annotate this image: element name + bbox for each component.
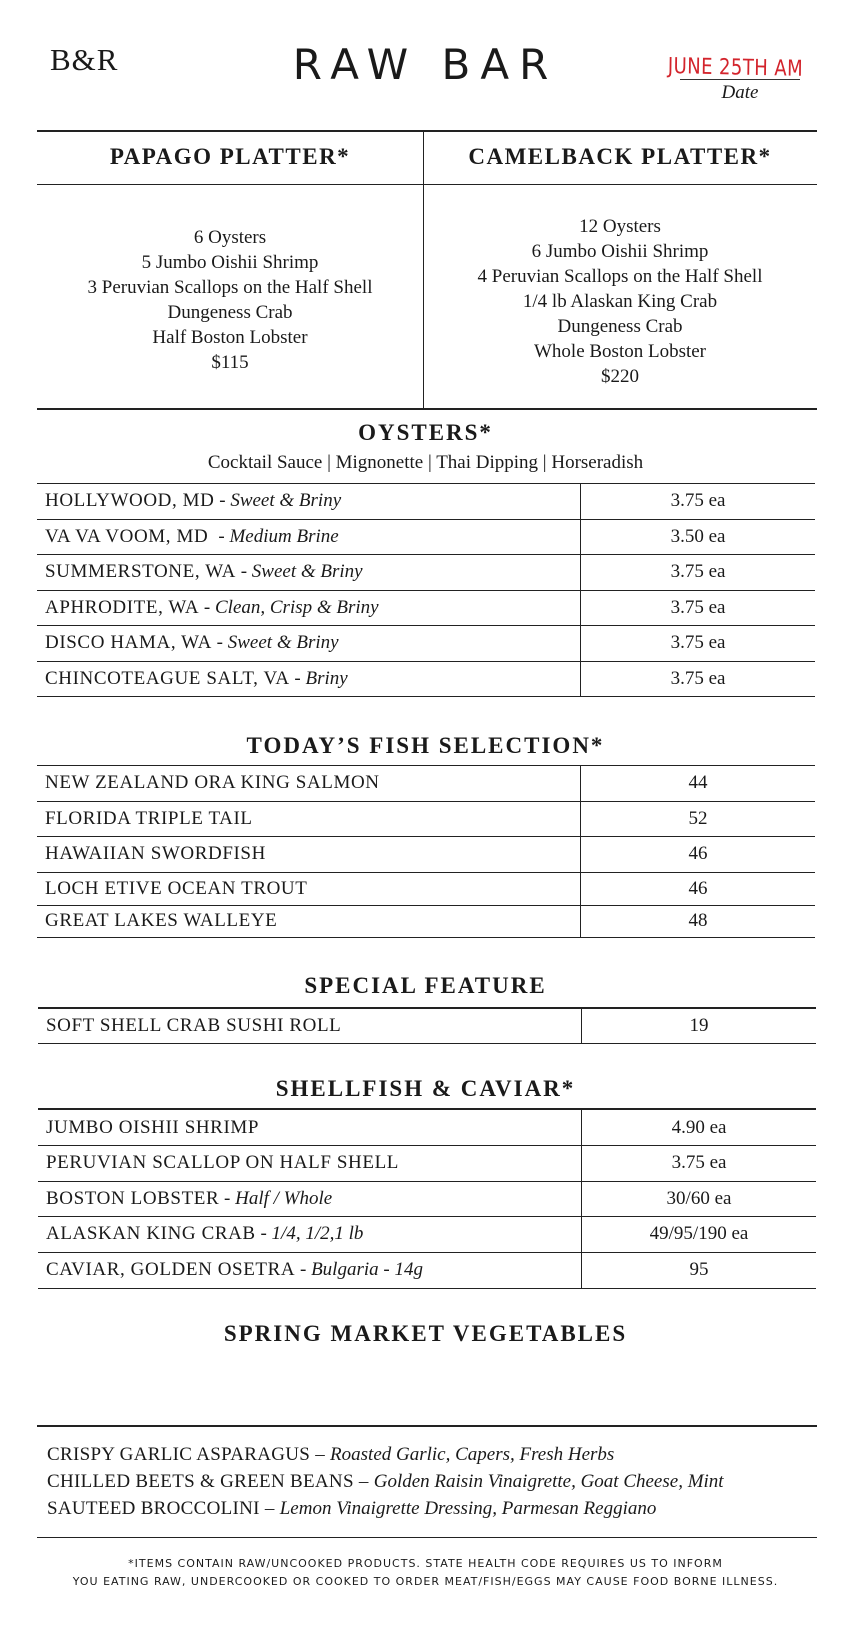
veg-desc: Golden Raisin Vinaigrette, Goat Cheese, Mint [373,1471,724,1492]
platter-item: 5 Jumbo Oishii Shrimp [141,252,319,273]
vegetables-title: SPRING MARKET VEGETABLES [223,1321,628,1346]
platter-header-rule [37,184,817,185]
platters-table [37,130,817,410]
item-price: 3.75 ea [670,596,726,618]
platter-item: 6 Jumbo Oishii Shrimp [531,241,709,262]
disclaimer-line-1: *ITEMS CONTAIN RAW/UNCOOKED PRODUCTS. STATE HEALTH CODE REQUIRES US TO INFORM [128,1557,723,1570]
list-item: CRISPY GARLIC ASPARAGUS – Roasted Garlic, Capers, Fresh Herbs [47,1444,615,1465]
item-name: DISCO HAMA, WA [45,632,212,654]
health-disclaimer [0,1555,851,1591]
platter-price: $220 [601,366,639,387]
vegetables-bottom-rule [37,1537,817,1538]
veg-name: SAUTEED BROCCOLINI [47,1498,260,1519]
item-name: CHINCOTEAGUE SALT, VA [45,667,290,689]
item-desc: 1/4, 1/2,1 lb [271,1223,364,1245]
veg-desc: Roasted Garlic, Capers, Fresh Herbs [330,1444,615,1465]
table-row: CHINCOTEAGUE SALT, VA - Briny 3.75 ea [37,662,815,698]
veg-name: CRISPY GARLIC ASPARAGUS [47,1444,311,1465]
table-row: SUMMERSTONE, WA - Sweet & Briny 3.75 ea [37,555,815,591]
special-title: SPECIAL FEATURE [304,973,547,998]
item-name: LOCH ETIVE OCEAN TROUT [37,873,581,905]
table-row: BOSTON LOBSTER - Half / Whole 30/60 ea [38,1182,816,1218]
item-name: APHRODITE, WA [45,596,200,618]
page-title: RAW BAR [292,40,559,89]
table-row [38,1110,816,1146]
date-stamp: JUNE 25TH AM [667,54,804,82]
table-row: APHRODITE, WA - Clean, Crisp & Briny 3.75 ea [37,591,815,627]
item-name: CAVIAR, GOLDEN OSETRA [46,1259,296,1280]
item-name: HAWAIIAN SWORDFISH [37,837,581,872]
platter-item: Dungeness Crab [167,302,293,323]
item-price: 46 [688,877,708,899]
item-price: 95 [689,1259,709,1280]
item-price: 48 [688,910,708,931]
fish-table [37,765,815,938]
item-name: FLORIDA TRIPLE TAIL [37,802,581,837]
table-row [37,802,815,838]
platter-title-papago: PAPAGO PLATTER* [109,144,351,169]
veg-name: CHILLED BEETS & GREEN BEANS [47,1471,354,1492]
item-price: 3.75 ea [671,1152,727,1174]
item-name: NEW ZEALAND ORA KING SALMON [37,766,581,801]
platter-item: Whole Boston Lobster [533,341,707,362]
platter-items-papago [37,225,423,375]
oysters-sauces: Cocktail Sauce | Mignonette | Thai Dipping | Horseradish [207,452,644,473]
platter-item: 6 Oysters [193,227,267,248]
item-name: VA VA VOOM, MD [45,525,214,547]
item-name: GREAT LAKES WALLEYE [37,906,581,937]
item-name: HOLLYWOOD, MD [45,490,215,512]
table-row [37,766,815,802]
vegetables-top-rule [37,1425,817,1427]
item-name: PERUVIAN SCALLOP ON HALF SHELL [38,1146,582,1181]
item-price: 44 [688,772,708,794]
item-price: 52 [688,807,708,829]
platter-item: 3 Peruvian Scallops on the Half Shell [87,277,373,298]
item-price: 30/60 ea [666,1187,732,1209]
item-price: 3.75 ea [670,561,726,583]
item-price: 3.75 ea [670,632,726,654]
table-row [38,1009,816,1044]
table-row: DISCO HAMA, WA - Sweet & Briny 3.75 ea [37,626,815,662]
item-price: 46 [688,843,708,865]
item-name: SOFT SHELL CRAB SUSHI ROLL [38,1009,582,1043]
item-desc: Half / Whole [235,1187,333,1209]
item-desc: Medium Brine [229,525,339,547]
item-name: SUMMERSTONE, WA [45,561,236,583]
list-item: SAUTEED BROCCOLINI – Lemon Vinaigrette Dressing, Parmesan Reggiano [47,1498,657,1519]
table-row [37,837,815,873]
platter-title-camelback: CAMELBACK PLATTER* [468,144,772,169]
oysters-title: OYSTERS* [358,420,493,445]
restaurant-logo: B&R [50,42,119,77]
table-row [37,873,815,906]
platter-item: Half Boston Lobster [152,327,308,348]
platter-item: 4 Peruvian Scallops on the Half Shell [477,266,763,287]
date-underline [680,79,800,80]
item-price: 3.75 ea [670,490,726,512]
table-row [38,1146,816,1182]
special-table [38,1007,816,1044]
item-desc: Clean, Crisp & Briny [215,596,379,618]
table-row [37,906,815,938]
item-name: JUMBO OISHII SHRIMP [38,1110,582,1145]
item-desc: Sweet & Briny [251,561,363,583]
item-price: 49/95/190 ea [649,1223,749,1245]
veg-desc: Lemon Vinaigrette Dressing, Parmesan Reggiano [279,1498,657,1519]
fish-title: TODAY’S FISH SELECTION* [246,733,605,758]
table-row: VA VA VOOM, MD - Medium Brine 3.50 ea [37,520,815,556]
item-price: 3.50 ea [670,525,726,547]
item-price: 19 [689,1015,709,1036]
item-name: ALASKAN KING CRAB [46,1223,256,1245]
date-label: Date [721,82,759,103]
vegetables-list [47,1441,724,1522]
platter-items-camelback [423,214,817,389]
platter-item: 12 Oysters [579,216,661,237]
platter-price: $115 [211,352,249,373]
item-name: BOSTON LOBSTER [46,1187,220,1209]
disclaimer-line-2: YOU EATING RAW, UNDERCOOKED OR COOKED TO ORDER MEAT/FISH/EGGS MAY CAUSE FOOD BORNE ILLNESS. [72,1575,779,1588]
item-desc: Bulgaria - 14g [311,1259,423,1280]
table-row: ALASKAN KING CRAB - 1/4, 1/2,1 lb 49/95/190 ea [38,1217,816,1253]
oysters-table [37,483,815,697]
list-item: CHILLED BEETS & GREEN BEANS – Golden Raisin Vinaigrette, Goat Cheese, Mint [47,1471,724,1492]
item-price: 3.75 ea [670,667,726,689]
shellfish-title: SHELLFISH & CAVIAR* [275,1076,576,1101]
platter-item: Dungeness Crab [557,316,683,337]
shellfish-table [38,1108,816,1289]
platter-item: 1/4 lb Alaskan King Crab [522,291,718,312]
item-desc: Sweet & Briny [227,632,339,654]
table-row: CAVIAR, GOLDEN OSETRA - Bulgaria - 14g 95 [38,1253,816,1289]
item-price: 4.90 ea [671,1116,727,1138]
item-desc: Sweet & Briny [230,490,342,512]
item-desc: Briny [305,667,348,689]
table-row: HOLLYWOOD, MD - Sweet & Briny 3.75 ea [37,484,815,520]
